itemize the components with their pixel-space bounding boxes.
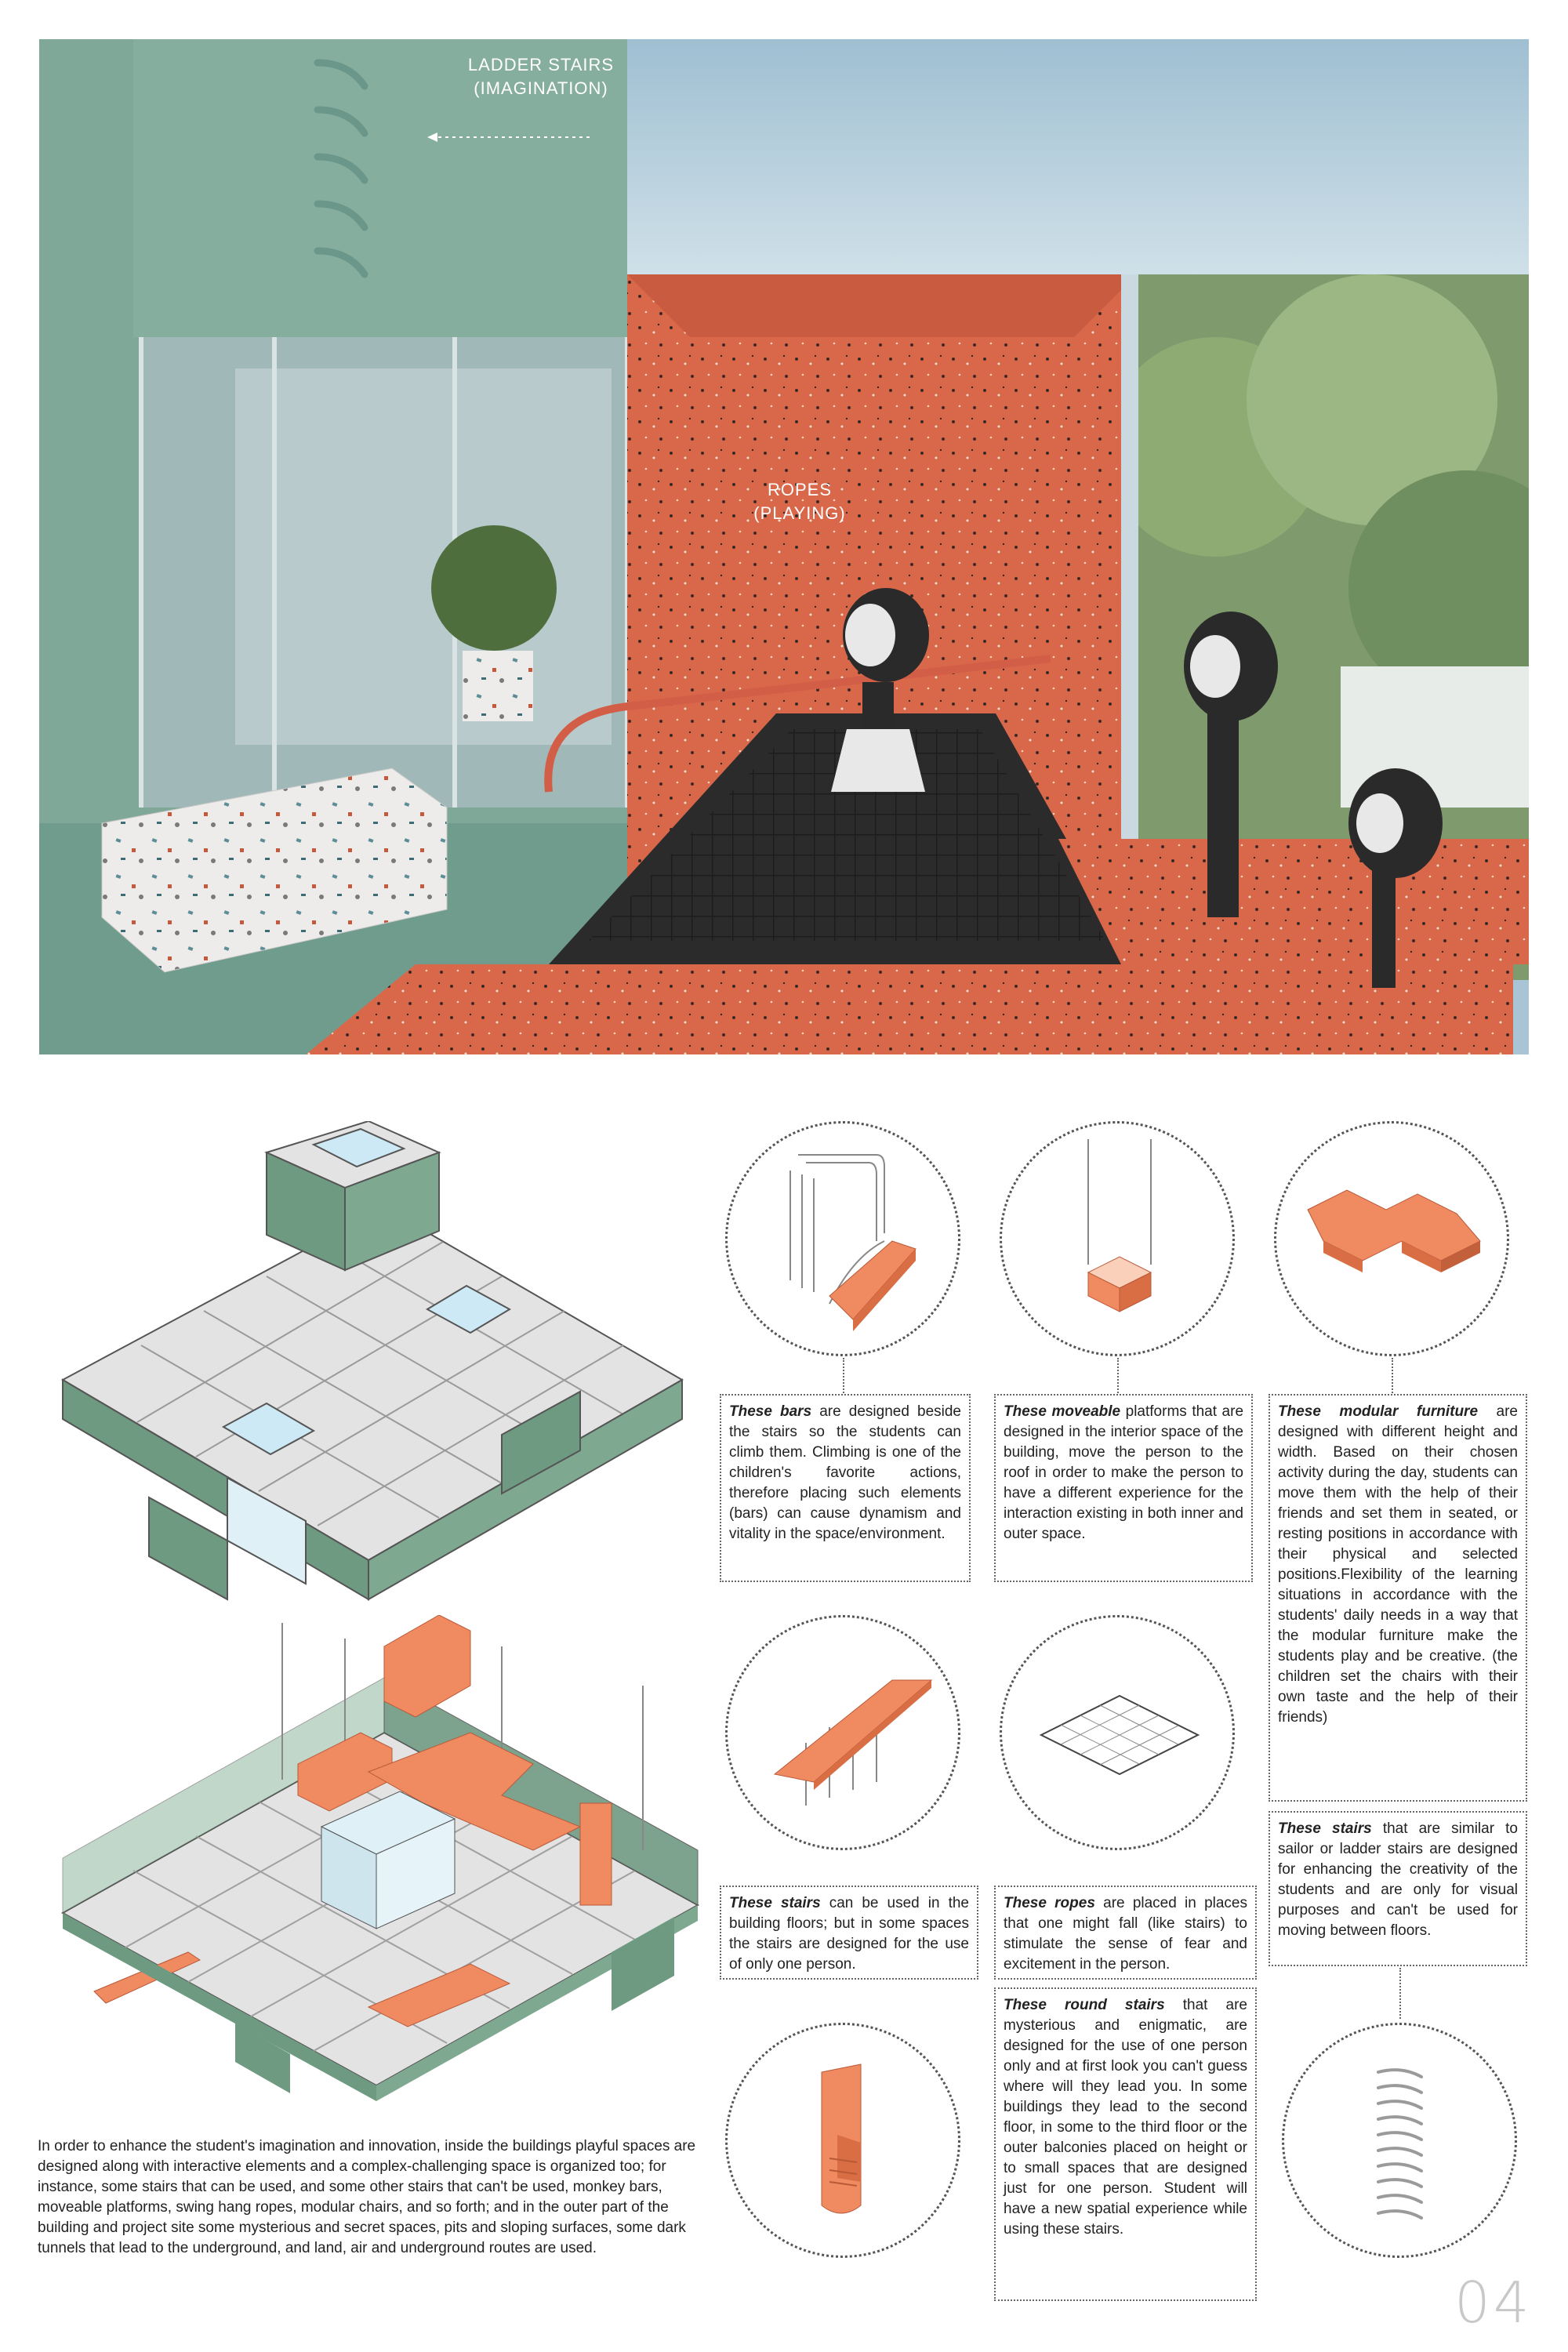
modular-connector <box>1392 1358 1393 1396</box>
round-stairs-icon <box>728 2025 960 2258</box>
platforms-note <box>994 1394 1253 1582</box>
ladder-diagram-circle <box>1282 2023 1517 2258</box>
rope-net-icon <box>1002 1617 1235 1850</box>
platforms-note-lead: These moveable <box>1004 1403 1121 1420</box>
ropes-diagram-circle <box>1000 1615 1235 1850</box>
ladder-note <box>1269 1811 1527 1966</box>
floor-axonometric-drawing <box>31 1615 721 2101</box>
stairs-diagram-circle <box>725 1615 960 1850</box>
single-stairs-icon <box>728 1617 960 1850</box>
platform-connector <box>1117 1358 1119 1396</box>
bars-stairs-icon <box>728 1123 960 1356</box>
ropes-note <box>994 1886 1257 1980</box>
ropes-note-lead: These ropes <box>1004 1895 1095 1911</box>
ropes-label <box>721 478 878 525</box>
stairs-note <box>720 1886 978 1980</box>
bars-note <box>720 1394 971 1582</box>
modular-note <box>1269 1394 1527 1802</box>
stairs-note-text: can be used in the building floors; but in some spaces the stairs are designed for the use of only one person. <box>729 1895 969 1973</box>
ladder-label-line2: (IMAGINATION) <box>474 78 608 98</box>
platform-diagram-circle <box>1000 1121 1235 1356</box>
ropes-note-text: are placed in places that one might fall (like stairs) to stimulate the sense of fear and excitement in the person. <box>1004 1895 1247 1973</box>
round-stairs-note-lead: These round stairs <box>1004 1997 1165 2013</box>
interior-render <box>39 39 1529 1054</box>
ladder-stairs-label <box>431 53 651 100</box>
stairs-note-lead: These stairs <box>729 1895 821 1911</box>
roof-axonometric-drawing <box>31 1121 721 1662</box>
round-stairs-diagram-circle <box>725 2023 960 2258</box>
ladder-note-lead: These stairs <box>1278 1820 1372 1837</box>
intro-paragraph: In order to enhance the student's imagination and innovation, inside the buildings playful spaces are designed along with interactive elements and a complex-challenging space is organized too; for instance, some stairs that can be used, and some other stairs that can't be used, monkey bars, moveable platforms, swing hang ropes, modular chairs, and so forth; and in the outer part of the building and project site some mysterious and secret spaces, pits and sloping surfaces, some dark tunnels that lead to the underground, and land, air and underground routes are used. <box>38 2138 696 2256</box>
round-stairs-note-text: that are mysterious and enigmatic, are designed for the use of one person only and at first look you can't guess where will they lead you. In some buildings they lead to the second floor, in some to the third floor or the outer balconies placed on height or to small spaces that are designed just for one person. Student will have a new spatial experience while using these stairs. <box>1004 1997 1247 2238</box>
moveable-platform-icon <box>1002 1123 1235 1356</box>
ropes-label-line2: (PLAYING) <box>753 503 846 523</box>
roof-axonometric <box>31 1121 721 1662</box>
platforms-note-text: platforms that are designed in the interior space of the building, move the person to the roof in order to make the person to have a different experience for the interaction existing in both inner and outer space. <box>1004 1403 1244 1542</box>
modular-diagram-circle <box>1274 1121 1509 1356</box>
ropes-label-line1: ROPES <box>767 480 833 499</box>
ladder-label-line1: LADDER STAIRS <box>467 55 615 74</box>
floor-axonometric <box>31 1615 721 2101</box>
ladder-note-text: that are similar to sailor or ladder stairs are designed for enhancing the creativity of the students and are only for visual purposes and can't be used for moving between floors. <box>1278 1820 1518 1939</box>
ladder-bars-icon <box>1284 2025 1517 2258</box>
bars-connector <box>843 1358 844 1396</box>
page-number: 04 <box>1454 2270 1533 2336</box>
modular-furniture-icon <box>1276 1123 1509 1356</box>
modular-note-lead: These modular furniture <box>1278 1403 1479 1420</box>
ladder-connector <box>1399 1968 1401 2019</box>
bars-note-text: are designed beside the stairs so the students can climb them. Climbing is one of the children's favorite actions, therefore placing such elements (bars) can cause dynamism and vitality in the space/environment. <box>729 1403 961 1542</box>
round-stairs-note <box>994 1987 1257 2301</box>
bars-diagram-circle <box>725 1121 960 1356</box>
bars-note-lead: These bars <box>729 1403 812 1420</box>
modular-note-text: are designed with different height and width. Based on their chosen activity during the day, students can move them with the help of their friends and set them in seated, or resting positions in accordance with their physical and selected positions.Flexibility of the learning situations in accordance with the students' daily needs in a way that the modular furniture make the students play and be creative. (the children set the chairs with their own taste and the help of their friends) <box>1278 1403 1518 1726</box>
render-illustration <box>39 39 1529 1054</box>
